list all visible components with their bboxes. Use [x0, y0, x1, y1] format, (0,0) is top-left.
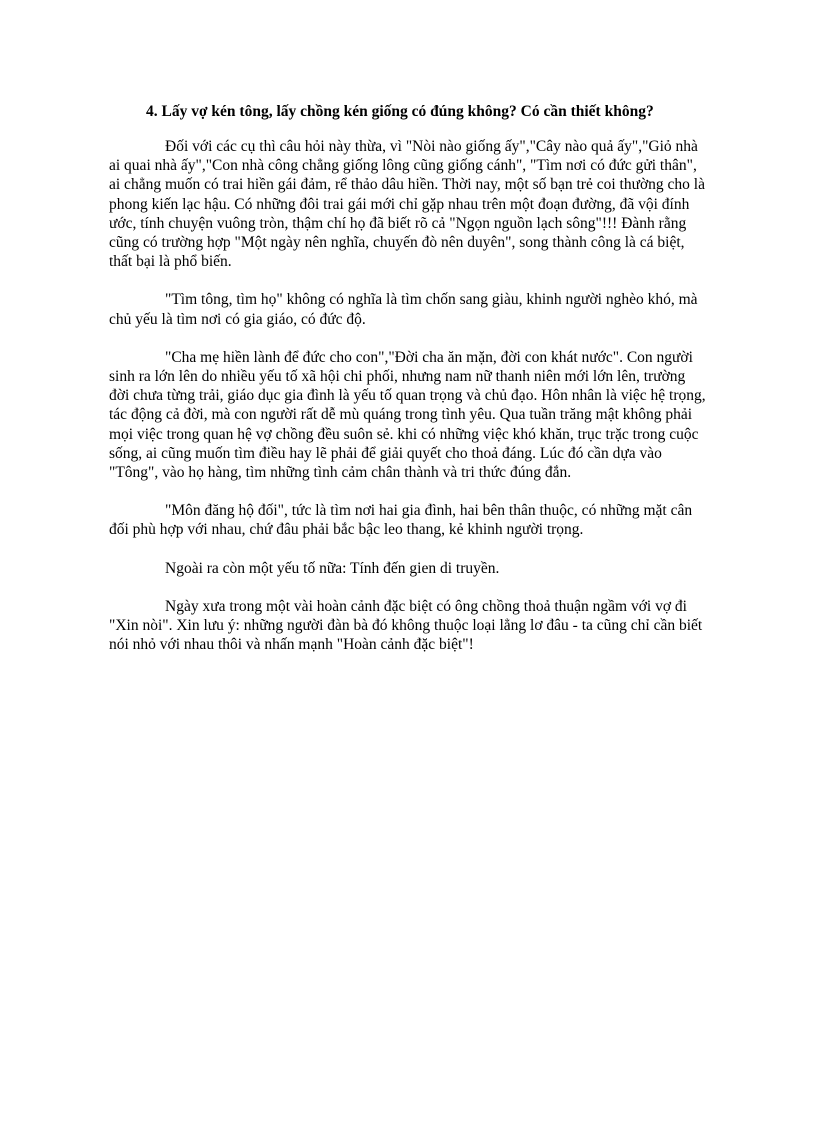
paragraph-5: Ngoài ra còn một yếu tố nữa: Tính đến gien di truyền.	[165, 559, 500, 577]
paragraph-6: Ngày xưa trong một vài hoàn cảnh đặc biệt có ông chồng thoả thuận ngầm với vợ đi "Xin nòi". Xin lưu ý: những người đàn bà đó không thuộc loại lẳng lơ đâu - ta cũng chỉ cần biết nói nhỏ với nhau thôi và nhấn mạnh "Hoàn cảnh đặc biệt"!	[109, 597, 703, 654]
paragraph-4: "Môn đăng hộ đối", tức là tìm nơi hai gia đình, hai bên thân thuộc, có những mặt cân đối phù hợp với nhau, chứ đâu phải bắc bậc leo thang, kẻ khinh người trọng.	[109, 502, 693, 539]
paragraph-2: "Tìm tông, tìm họ" không có nghĩa là tìm chốn sang giàu, khinh người nghèo khó, mà chủ yếu là tìm nơi có gia giáo, có đức độ.	[109, 291, 698, 328]
paragraph-3: "Cha mẹ hiền lành để đức cho con","Đời cha ăn mặn, đời con khát nước". Con người sinh ra lớn lên do nhiều yếu tố xã hội chi phối, nhưng nam nữ thanh niên mới lớn lên, trường đời chưa từng trải, giáo dục gia đình là yếu tố quan trọng và chủ đạo. Hôn nhân là việc hệ trọng, tác động cả đời, mà con người rất dễ mù quáng trong tình yêu. Qua tuần trăng mật không phải mọi việc trong quan hệ vợ chồng đều suôn sẻ. khi có những việc khó khăn, trục trặc trong cuộc sống, ai cũng muốn tìm điều hay lẽ phải để giải quyết cho thoả đáng. Lúc đó cần dựa vào "Tông", vào họ hàng, tìm những tình cảm chân thành và tri thức đúng đắn.	[109, 348, 706, 482]
document-body	[109, 102, 709, 673]
document-title: 4. Lấy vợ kén tông, lấy chồng kén giống có đúng không? Có cần thiết không?	[146, 103, 654, 120]
paragraph-1: Đối với các cụ thì câu hỏi này thừa, vì "Nòi nào giống ấy","Cây nào quả ấy","Giỏ nhà ai quai nhà ấy","Con nhà công chẳng giống lông cũng giống cánh", "Tìm nơi có đức gửi thân", ai chẳng muốn có trai hiền gái đảm, rể thảo dâu hiền. Thời nay, một số bạn trẻ coi thường cho là phong kiến lạc hậu. Có những đôi trai gái mới chỉ gặp nhau trên một đoạn đường, đã vội đính ước, tính chuyện vuông tròn, thậm chí họ đã biết rõ cả "Ngọn nguồn lạch sông"!!! Đành rằng cũng có trường hợp "Một ngày nên nghĩa, chuyến đò nên duyên", song thành công là cá biệt, thất bại là phổ biến.	[109, 138, 705, 271]
